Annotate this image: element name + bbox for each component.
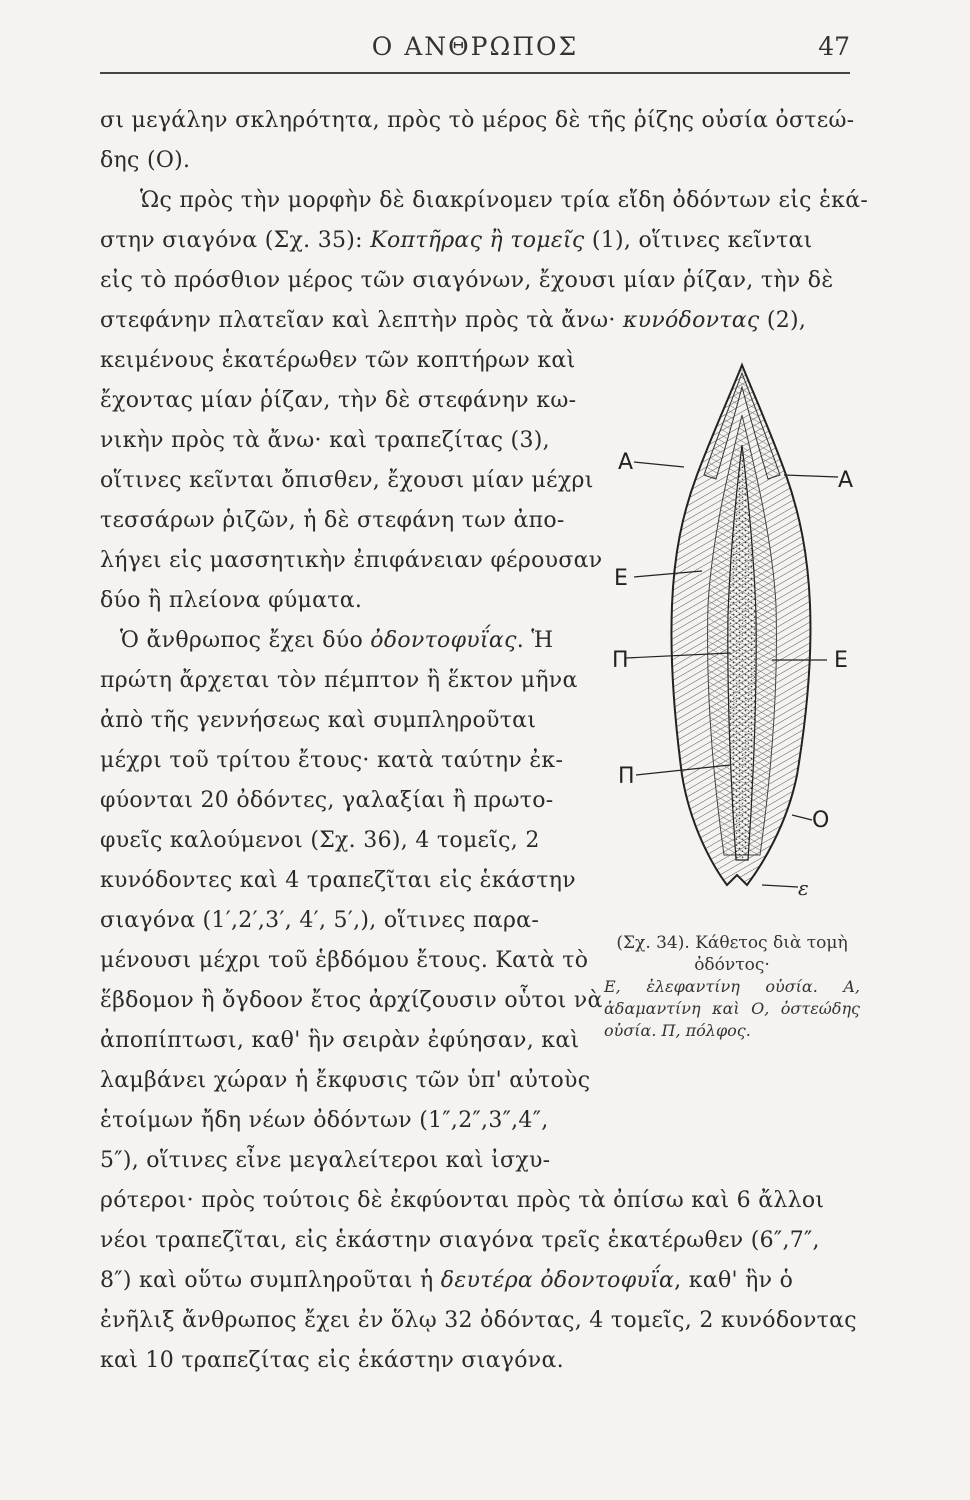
text-line: στεφάνην πλατεῖαν καὶ λεπτὴν πρὸς τὰ ἄνω· κυνόδοντας (2), [100,308,807,333]
term-second-dentition: δευτέρα ὀδοντοφυΐα [440,1268,675,1293]
text-line: στην σιαγόνα (Σχ. 35): Κοπτῆρας ἢ τομεῖς (1), οἵτινες κεῖνται [100,228,813,253]
text-line: Ὁ ἄνθρωπος ἔχει δύο ὀδοντοφυΐας. Ἡ [120,628,554,653]
text-line: νέοι τραπεζῖται, εἰς ἑκάστην σιαγόνα τρεῖς ἑκατέρωθεν (6″,7″, [100,1228,820,1253]
text-line: μένουσι μέχρι τοῦ ἑβδόμου ἔτους. Κατὰ τὸ [100,948,589,973]
label-e-small: ε [798,876,809,900]
label-enamel-left: A [618,450,634,475]
page-header [100,28,850,64]
tooth-section-figure [612,355,872,915]
tooth-section-illustration [612,355,872,915]
term-canines: κυνόδοντας [622,308,760,333]
text-line: ἐνῆλιξ ἄνθρωπος ἔχει ἐν ὅλῳ 32 ὀδόντας, 4 τομεῖς, 2 κυνόδοντας [100,1308,857,1333]
text-line: ρότεροι· πρὸς τούτοις δὲ ἐκφύονται πρὸς τὰ ὀπίσω καὶ 6 ἄλλοι [100,1188,825,1213]
text-line: φυεῖς καλούμενοι (Σχ. 36), 4 τομεῖς, 2 [100,828,540,853]
text-line: δύο ἢ πλείονα φύματα. [100,588,363,613]
label-enamel-right: A [838,468,854,493]
term-incisors: Κοπτῆρας ἢ τομεῖς [370,228,585,253]
text-line: σιαγόνα (1′,2′,3′, 4′, 5′,), οἵτινες παρα- [100,908,540,933]
text-line: σι μεγάλην σκληρότητα, πρὸς τὸ μέρος δὲ τῆς ῥίζης οὐσία ὀστεώ- [100,108,855,133]
label-pulp-upper: Π [612,648,629,673]
text-line: λήγει εἰς μασσητικὴν ἐπιφάνειαν φέρουσαν [100,548,603,573]
header-rule [100,72,850,74]
text-line: ἀπὸ τῆς γεννήσεως καὶ συμπληροῦται [100,708,537,733]
text-line: ἔχοντας μίαν ῥίζαν, τὴν δὲ στεφάνην κω- [100,388,577,413]
text-line: ἑτοίμων ἤδη νέων ὀδόντων (1″,2″,3″,4″, [100,1108,549,1133]
text-line: νικὴν πρὸς τὰ ἄνω· καὶ τραπεζίτας (3), [100,428,550,453]
text-line: 5″), οἵτινες εἶνε μεγαλείτεροι καὶ ἰσχυ- [100,1148,551,1173]
text-line: 8″) καὶ οὕτω συμπληροῦται ἡ δευτέρα ὀδοντοφυΐα, καθ' ἣν ὁ [100,1268,794,1293]
term-dentitions: ὀδοντοφυΐας [370,628,517,653]
text-line: μέχρι τοῦ τρίτου ἔτους· κατὰ ταύτην ἐκ- [100,748,564,773]
text-line: ἕβδομον ἢ ὄγδοον ἔτος ἀρχίζουσιν οὗτοι νὰ [100,988,603,1013]
text-line: τεσσάρων ῥιζῶν, ἡ δὲ στεφάνη των ἀπο- [100,508,565,533]
text-line: δης (Ο). [100,148,191,173]
label-dentin-left: E [614,566,628,591]
caption-heading: (Σχ. 34). Κάθετος διὰ τομὴ ὀδόντος· [616,933,848,975]
text-line: καὶ 10 τραπεζίτας εἰς ἑκάστην σιαγόνα. [100,1348,564,1373]
label-pulp-lower: Π [618,764,635,789]
text-line: φύονται 20 ὀδόντες, γαλαξίαι ἢ πρωτο- [100,788,554,813]
text-line: κειμένους ἑκατέρωθεν τῶν κοπτήρων καὶ [100,348,576,373]
label-dentin-right: E [834,648,848,673]
figure-caption [604,932,860,1042]
label-bone-substance: O [812,808,830,833]
text-line: κυνόδοντες καὶ 4 τραπεζῖται εἰς ἑκάστην [100,868,576,893]
caption-body: Ε, ἐλεφαντίνη οὐσία. Α, ἀδαμαντίνη καὶ Ο, ὀστεώδης οὐσία. Π, πόλφος. [604,977,860,1040]
text-line: λαμβάνει χώραν ἡ ἔκφυσις τῶν ὑπ' αὐτοὺς [100,1068,591,1093]
text-line: οἵτινες κεῖνται ὄπισθεν, ἔχουσι μίαν μέχρι [100,468,594,493]
text-line: ἀποπίπτωσι, καθ' ἣν σειρὰν ἐφύησαν, καὶ [100,1028,580,1053]
running-title: Ο ΑΝΘΡΩΠΟΣ [371,32,579,61]
text-line: πρώτη ἄρχεται τὸν πέμπτον ἢ ἕκτον μῆνα [100,668,578,693]
text-line: Ὡς πρὸς τὴν μορφὴν δὲ διακρίνομεν τρία εἴδη ὀδόντων εἰς ἑκά- [140,188,869,213]
page-number: 47 [818,32,850,61]
text-line: εἰς τὸ πρόσθιον μέρος τῶν σιαγόνων, ἔχουσι μίαν ῥίζαν, τὴν δὲ [100,268,834,293]
